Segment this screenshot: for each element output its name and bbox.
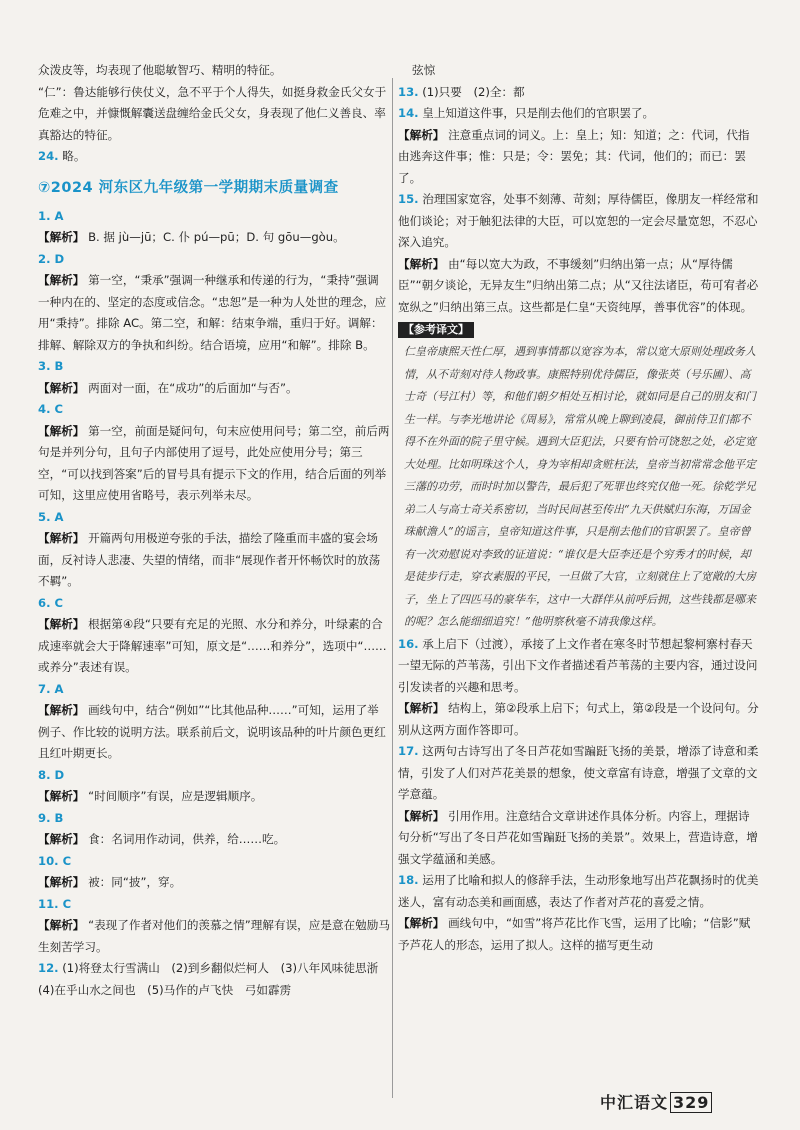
analysis-text: 第一空，前面是疑问句，句末应使用问号；第二空，前后两句是并列分句，且句子内部使用了逗号，此处应使用分号；第三空，“可以找到答案”后的冒号具有提示下文的作用，结合后面的列举可知，这里应使用省略号，表示列举未尽。	[38, 423, 390, 502]
analysis-text: 由“每以宽大为政，不事缓刻”归纳出第一点；从“厚待儒臣”“朝夕谈论，无异友生”归纳出第二点；从“又往法诸臣，苟可宥者必宽纵之”归纳出第三点。这些都是仁皇“天资纯厚，善事优容”的体现。	[398, 256, 759, 314]
analysis	[38, 614, 390, 679]
answer-12	[38, 958, 390, 1001]
question-number: 8. D	[38, 767, 65, 782]
question-number: 15.	[398, 192, 419, 206]
analysis-tag: 【解析】	[38, 789, 85, 803]
answer-item	[38, 399, 390, 421]
answer-item	[38, 206, 390, 228]
analysis-tag: 【解析】	[38, 918, 85, 932]
analysis	[38, 829, 390, 851]
analysis-text: 食：名词用作动词，供养，给……吃。	[88, 832, 286, 846]
text-line: 众泼皮等，均表现了他聪敏智巧、精明的特征。	[38, 63, 282, 77]
question-number: 10. C	[38, 853, 72, 868]
answer-text: (1)将登太行雪满山 (2)到乡翻似烂柯人 (3)八年风味徒思浙 (4)在乎山水之间也 (5)马作的卢飞快 弓如霹雳	[38, 961, 390, 997]
question-number: 17.	[398, 744, 419, 758]
answer-text: 略。	[62, 149, 86, 163]
answer-18	[398, 870, 760, 913]
question-number: 3. B	[38, 359, 64, 373]
right-column	[398, 60, 760, 956]
answer-text: 承上启下（过渡），承接了上文作者在寒冬时节想起黎柯寨村春天一望无际的芦苇荡，引出下文作者描述看芦苇荡的主要内容，通过设问引发读者的兴趣和思考。	[398, 636, 758, 694]
answer-15	[398, 189, 760, 254]
analysis-text: 结构上，第②段承上启下；句式上，第②段是一个设问句。分别从这两方面作答即可。	[398, 701, 759, 737]
question-number: 1. A	[38, 208, 64, 223]
question-number: 16.	[398, 636, 419, 651]
analysis-tag: 【解析】	[38, 380, 85, 395]
answer-item	[38, 356, 390, 378]
answer-12-continued: 弦惊	[412, 63, 436, 77]
analysis-tag: 【解析】	[38, 617, 85, 631]
analysis	[38, 700, 390, 765]
analysis-tag: 【解析】	[38, 875, 85, 889]
analysis-text: 开篇两句用极逆夸张的手法，描绘了隆重而丰盛的宴会场面，反衬诗人悲凄、失望的情绪，而非“展现作者开怀畅饮时的放荡不羁”。	[38, 531, 381, 588]
answer-item	[38, 894, 390, 916]
analysis-text: 引用作用。注意结合文章讲述作具体分析。内容上，理据诗句分析“写出了冬日芦花如雪蹁跹飞扬的美景”。效果上，营造诗意，增强文学蕴涵和美感。	[398, 808, 758, 866]
answer-list	[38, 206, 390, 959]
analysis-tag: 【解析】	[398, 127, 445, 142]
analysis	[38, 528, 390, 593]
question-number: 2. D	[38, 251, 65, 266]
analysis-tag: 【解析】	[38, 531, 85, 545]
question-number: 4. C	[38, 402, 64, 416]
analysis-text: 画线句中，“如雪”将芦花比作飞雪，运用了比喻；“信影”赋予芦花人的形态，运用了拟人。这样的描写更生动	[398, 916, 751, 952]
analysis-text: “表现了作者对他们的羡慕之情”理解有误，应是意在勉励马生刻苦学习。	[38, 918, 390, 954]
answer-14	[398, 103, 760, 125]
analysis-text: 两面对一面，在“成功”的后面加“与否”。	[88, 380, 298, 395]
column-divider	[392, 78, 393, 1098]
question-number: 13.	[398, 84, 419, 99]
analysis-tag: 【解析】	[398, 256, 445, 271]
answer-text: 皇上知道这件事，只是削去他们的官职罢了。	[422, 106, 655, 120]
analysis-15	[398, 254, 760, 319]
answer-item	[38, 249, 390, 271]
page-number: 329	[670, 1092, 712, 1113]
answer-text: (1)只要 (2)全：都	[422, 84, 525, 99]
page-footer	[600, 1090, 712, 1113]
analysis-17	[398, 806, 760, 871]
answer-text: 这两句古诗写出了冬日芦花如雪蹁跹飞扬的美景，增添了诗意和柔情，引发了人们对芦花美景的想象，使文章富有诗意，增强了文章的文学意蕴。	[398, 744, 759, 801]
answer-text: 运用了比喻和拟人的修辞手法，生动形象地写出芦花飘扬时的优美迷人，富有动态美和画面感，表达了作者对芦花的喜爱之情。	[398, 873, 759, 909]
answer-24	[38, 146, 390, 168]
analysis-text: 根据第④段“只要有充足的光照、水分和养分，叶绿素的合成速率就会大于降解速率”可知，原文是“……和养分”，选项中“……或养分”表述有误。	[38, 617, 387, 674]
footer-text: 中汇语文	[600, 1093, 669, 1112]
answer-text: 治理国家宽容，处事不刻薄、苛刻；厚待儒臣，像朋友一样经常和他们谈论；对于触犯法律的大臣，可以宽恕的一定会尽量宽恕，不忍心深入追究。	[398, 192, 759, 249]
analysis-tag: 【解析】	[398, 808, 445, 823]
question-number: 11. C	[38, 896, 72, 911]
analysis-text: 第一空，“秉承”强调一种继承和传递的行为，“秉持”强调一种内在的、坚定的态度或信念。“忠恕”是一种为人处世的理念，应用“秉持”。排除 AC。第二空，和解：结束争端，重归于好。调解：排解、解除双方的争执和纠纷。结合语境，应用“和解”。排除 B。	[38, 273, 387, 352]
answer-item	[38, 679, 390, 701]
answer-13	[398, 82, 760, 104]
analysis-tag: 【解析】	[38, 273, 85, 287]
analysis	[38, 378, 390, 400]
section-title: ⑦2024 河东区九年级第一学期期末质量调查	[38, 179, 339, 196]
analysis	[38, 227, 390, 249]
analysis-18	[398, 913, 760, 956]
analysis-tag: 【解析】	[398, 701, 445, 715]
question-number: 7. A	[38, 681, 64, 696]
answer-16	[398, 634, 760, 699]
question-number: 6. C	[38, 595, 64, 610]
analysis-tag: 【解析】	[38, 703, 85, 717]
text-line: “仁”：鲁达能够行侠仗义，急不平于个人得失，如挺身救金氏父女于危难之中，并慷慨解囊送盘缠给金氏父女，身表现了他仁义善良、率真豁达的特征。	[38, 84, 387, 142]
analysis-tag: 【解析】	[38, 230, 85, 244]
analysis	[38, 786, 390, 808]
question-number: 5. A	[38, 509, 64, 524]
analysis-text: 注意重点词的词义。上：皇上；知：知道；之：代词，代指由逃奔这件事；惟：只是；令：罢免；其：代词，他们的；而已：罢了。	[398, 127, 750, 185]
answer-17	[398, 741, 760, 806]
analysis-14	[398, 125, 760, 190]
analysis-text: B. 据 jù—jū；C. 仆 pú—pū；D. 句 gōu—gòu。	[88, 230, 345, 244]
analysis-text: “时间顺序”有误，应是逻辑顺序。	[88, 789, 263, 803]
analysis	[38, 270, 390, 356]
analysis-tag: 【解析】	[38, 423, 85, 438]
question-number: 24.	[38, 149, 59, 163]
analysis	[38, 421, 390, 507]
left-column	[38, 60, 390, 1001]
question-number: 12.	[38, 961, 59, 975]
question-number: 18.	[398, 873, 419, 887]
answer-item	[38, 593, 390, 615]
analysis-tag: 【解析】	[398, 916, 445, 930]
reference-translation-header: 【参考译文】	[398, 322, 474, 338]
answer-item	[38, 808, 390, 830]
analysis	[38, 915, 390, 958]
answer-item	[38, 851, 390, 873]
answer-item	[38, 765, 390, 787]
analysis-tag: 【解析】	[38, 832, 85, 846]
analysis-text: 画线句中，结合“例如”“比其他品种……”可知，运用了举例子、作比较的说明方法。联系前后文，说明该品种的叶片颜色更红且红叶期更长。	[38, 703, 386, 760]
analysis-16	[398, 698, 760, 741]
question-number: 14.	[398, 106, 419, 120]
analysis-text: 被：同“披”，穿。	[88, 875, 182, 889]
question-number: 9. B	[38, 810, 64, 825]
analysis	[38, 872, 390, 894]
answer-item	[38, 507, 390, 529]
reference-translation: 仁皇帝康熙天性仁厚，遇到事情都以宽容为本，常以宽大原则处理政务人情，从不苛刻对待人物政事。康熙特别优待儒臣，像张英（号乐圃）、高士奇（号江村）等，和他们朝夕相处互相讨论，就如同是自己的朋友和门生一样。与李光地讲论《周易》，常常从晚上聊到凌晨，御前侍卫们都不得不在外面的院子里守候。遇到大臣犯法，只要有恰可饶恕之处，必定宽大处理。比如明珠这个人，身为宰相却贪赃枉法，皇帝当初常常念他平定三藩的功劳，而时时加以警告，最后犯了死罪也终究仅他一死。徐乾学兄弟二人与高士奇关系密切，当时民间甚至传出“九天供赋归东海，万国金珠献澹人”的谣言，皇帝知道这件事，只是削去他们的官职罢了。皇帝曾有一次劝慰说对李致的证道说：“谁仅是大臣李还是个穷秀才的时候，却是徒步行走，穿衣素服的平民，一旦做了大官，立刻就住上了宽敞的大房子，坐上了四匹马的豪华车，这中一大群伴从前呼后拥，这些钱都是哪来的呢？怎么能细细追究！”他明察秋毫不请我像这样。	[404, 345, 756, 628]
